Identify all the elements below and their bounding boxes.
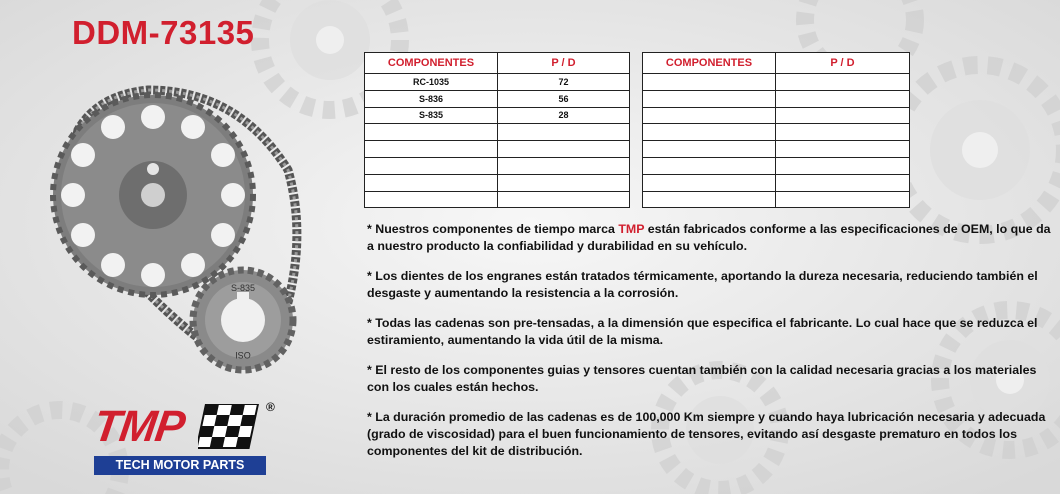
table-row xyxy=(643,157,910,174)
table-row xyxy=(643,124,910,141)
cell-pd xyxy=(776,124,910,141)
table-row xyxy=(365,157,630,174)
brand-mention: TMP xyxy=(618,222,645,236)
cell-pd xyxy=(776,174,910,191)
table-row xyxy=(643,107,910,124)
logo-brand: TMP xyxy=(90,402,188,451)
cell-component xyxy=(365,191,498,208)
cell-component: RC-1035 xyxy=(365,74,498,91)
logo-subtitle: TECH MOTOR PARTS xyxy=(94,456,266,475)
cell-component xyxy=(643,90,776,107)
cell-pd xyxy=(776,191,910,208)
cell-pd xyxy=(776,107,910,124)
column-header-pd: P / D xyxy=(498,53,630,74)
note-oem: * Nuestros componentes de tiempo marca TMP están fabricados conforme a las especificaciones de OEM, lo que da a nuestro producto la confiabilidad y durabilidad en su vehículo. xyxy=(367,222,1051,253)
column-header-componentes: COMPONENTES xyxy=(643,53,776,74)
crank-gear-mark: OSI xyxy=(235,350,251,360)
table-row xyxy=(365,141,630,158)
note-duration: * La duración promedio de las cadenas es de 100,000 Km siempre y cuando haya lubricación necesaria y adecuada (grado de viscosidad) para el buen funcionamiento de tensores, evitando así desgaste prematuro en todos los componentes del kit de distribución. xyxy=(367,410,1046,458)
components-table-right xyxy=(642,52,910,208)
checkered-flag-icon xyxy=(198,404,260,452)
cell-component xyxy=(643,157,776,174)
cell-component xyxy=(643,124,776,141)
cell-pd xyxy=(776,90,910,107)
cell-pd xyxy=(498,174,630,191)
cell-component xyxy=(365,124,498,141)
cell-pd xyxy=(498,124,630,141)
registered-mark: ® xyxy=(266,400,275,414)
part-number-title: DDM-73135 xyxy=(72,14,255,51)
cell-component xyxy=(643,74,776,91)
note-chains: * Todas las cadenas son pre-tensadas, a la dimensión que especifica el fabricante. Lo cual hace que se reduzca el estiramiento, aumentando la vida útil de la misma. xyxy=(367,316,1038,347)
table-row xyxy=(365,90,630,107)
cell-pd xyxy=(776,74,910,91)
note-guides: * El resto de los componentes guias y tensores cuentan también con la calidad necesaria gracias a los materiales con los cuales están hechos. xyxy=(367,363,1037,394)
note-teeth: * Los dientes de los engranes están tratados térmicamente, aportando la dureza necesaria, reduciendo también el desgaste y aumentando la resistencia a la corrosión. xyxy=(367,269,1038,300)
table-row xyxy=(643,191,910,208)
cell-component: S-836 xyxy=(365,90,498,107)
tmp-logo xyxy=(88,400,288,480)
table-row xyxy=(643,141,910,158)
cell-component xyxy=(643,191,776,208)
cell-pd xyxy=(498,157,630,174)
table-row xyxy=(365,74,630,91)
cell-pd xyxy=(498,191,630,208)
table-row xyxy=(365,191,630,208)
cell-pd: 72 xyxy=(498,74,630,91)
timing-set-image xyxy=(38,70,328,380)
cell-component xyxy=(643,107,776,124)
table-row xyxy=(643,74,910,91)
cell-pd xyxy=(776,141,910,158)
cell-pd xyxy=(498,141,630,158)
table-row xyxy=(643,174,910,191)
product-notes xyxy=(367,221,1052,473)
table-row xyxy=(365,174,630,191)
column-header-componentes: COMPONENTES xyxy=(365,53,498,74)
table-row xyxy=(643,90,910,107)
components-table-left xyxy=(364,52,630,208)
cell-component xyxy=(643,141,776,158)
cell-pd: 56 xyxy=(498,90,630,107)
table-row xyxy=(365,124,630,141)
crank-gear-label: S-835 xyxy=(230,283,256,293)
cell-pd xyxy=(776,157,910,174)
cell-component: S-835 xyxy=(365,107,498,124)
cell-component xyxy=(365,174,498,191)
column-header-pd: P / D xyxy=(776,53,910,74)
cell-component xyxy=(643,174,776,191)
cell-component xyxy=(365,157,498,174)
table-row xyxy=(365,107,630,124)
cell-pd: 28 xyxy=(498,107,630,124)
cell-component xyxy=(365,141,498,158)
